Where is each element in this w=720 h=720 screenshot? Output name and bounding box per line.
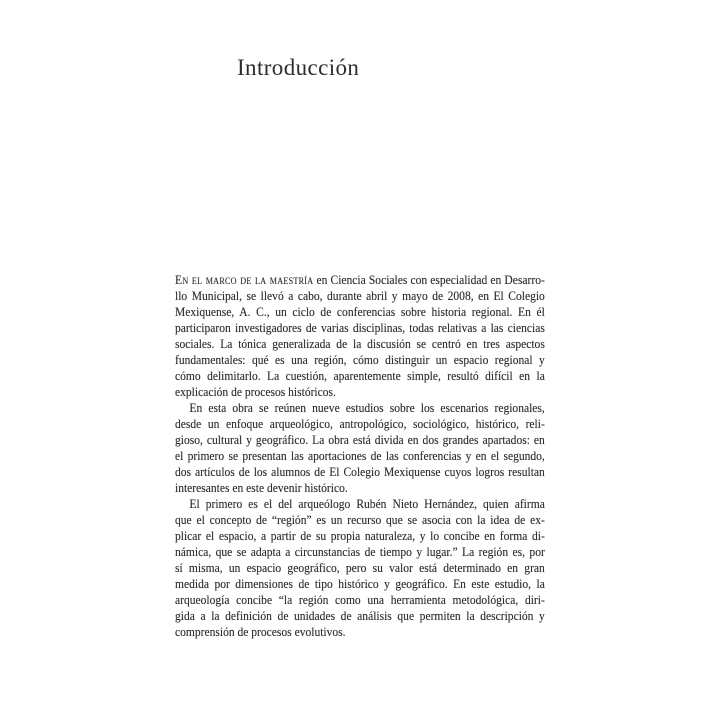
text-line: explicación de procesos históricos. bbox=[175, 385, 336, 399]
paragraph bbox=[175, 400, 545, 496]
text-line: medida por dimensiones de tipo histórico y geográfico. En este estudio, la bbox=[175, 577, 545, 591]
text-line: En el marco de la maestría en Ciencia Sociales con especialidad en Desarro- bbox=[175, 273, 545, 287]
text-line: sociales. La tónica generalizada de la discusión se centró en tres aspectos bbox=[175, 337, 545, 351]
text-line: arqueología concibe “la región como una herramienta metodológica, diri- bbox=[175, 593, 545, 607]
body-text bbox=[175, 272, 545, 640]
text-line: El primero es el del arqueólogo Rubén Nieto Hernández, quien afirma bbox=[189, 497, 545, 511]
text-line: dos artículos de los alumnos de El Colegio Mexiquense cuyos logros resultan bbox=[175, 465, 545, 479]
text-line: námica, que se adapta a circunstancias de tiempo y lugar.” La región es, por bbox=[175, 545, 545, 559]
text-line: En esta obra se reúnen nueve estudios sobre los escenarios regionales, bbox=[189, 401, 545, 415]
paragraph bbox=[175, 496, 545, 640]
text-line: cómo delimitarlo. La cuestión, aparentemente simple, resultó difícil en la bbox=[175, 369, 545, 383]
text-line: plicar el espacio, a partir de su propia naturaleza, y lo concibe en forma di- bbox=[175, 529, 545, 543]
small-caps-lead: En el marco de la maestría bbox=[175, 273, 314, 287]
text-line: que el concepto de “región” es un recurso que se asocia con la idea de ex- bbox=[175, 513, 545, 527]
chapter-title: Introducción bbox=[237, 55, 360, 80]
text-line: gida a la definición de unidades de análisis que permiten la descripción y bbox=[175, 609, 545, 623]
text-line: llo Municipal, se llevó a cabo, durante abril y mayo de 2008, en El Colegio bbox=[175, 289, 545, 303]
text-line: participaron investigadores de varias disciplinas, todas relativas a las ciencias bbox=[175, 321, 545, 335]
text-line: comprensión de procesos evolutivos. bbox=[175, 625, 346, 639]
text-line: gioso, cultural y geográfico. La obra está divida en dos grandes apartados: en bbox=[175, 433, 545, 447]
text-line: fundamentales: qué es una región, cómo distinguir un espacio regional y bbox=[175, 353, 545, 367]
text-line: sí misma, un espacio geográfico, pero su valor está determinado en gran bbox=[175, 561, 545, 575]
text-line: interesantes en este devenir histórico. bbox=[175, 481, 348, 495]
text-line: Mexiquense, A. C., un ciclo de conferencias sobre historia regional. En él bbox=[175, 305, 545, 319]
paragraph bbox=[175, 272, 545, 400]
text-line: el primero se presentan las aportaciones de las conferencias y en el segundo, bbox=[175, 449, 545, 463]
text-line: desde un enfoque arqueológico, antropológico, sociológico, histórico, reli- bbox=[175, 417, 545, 431]
